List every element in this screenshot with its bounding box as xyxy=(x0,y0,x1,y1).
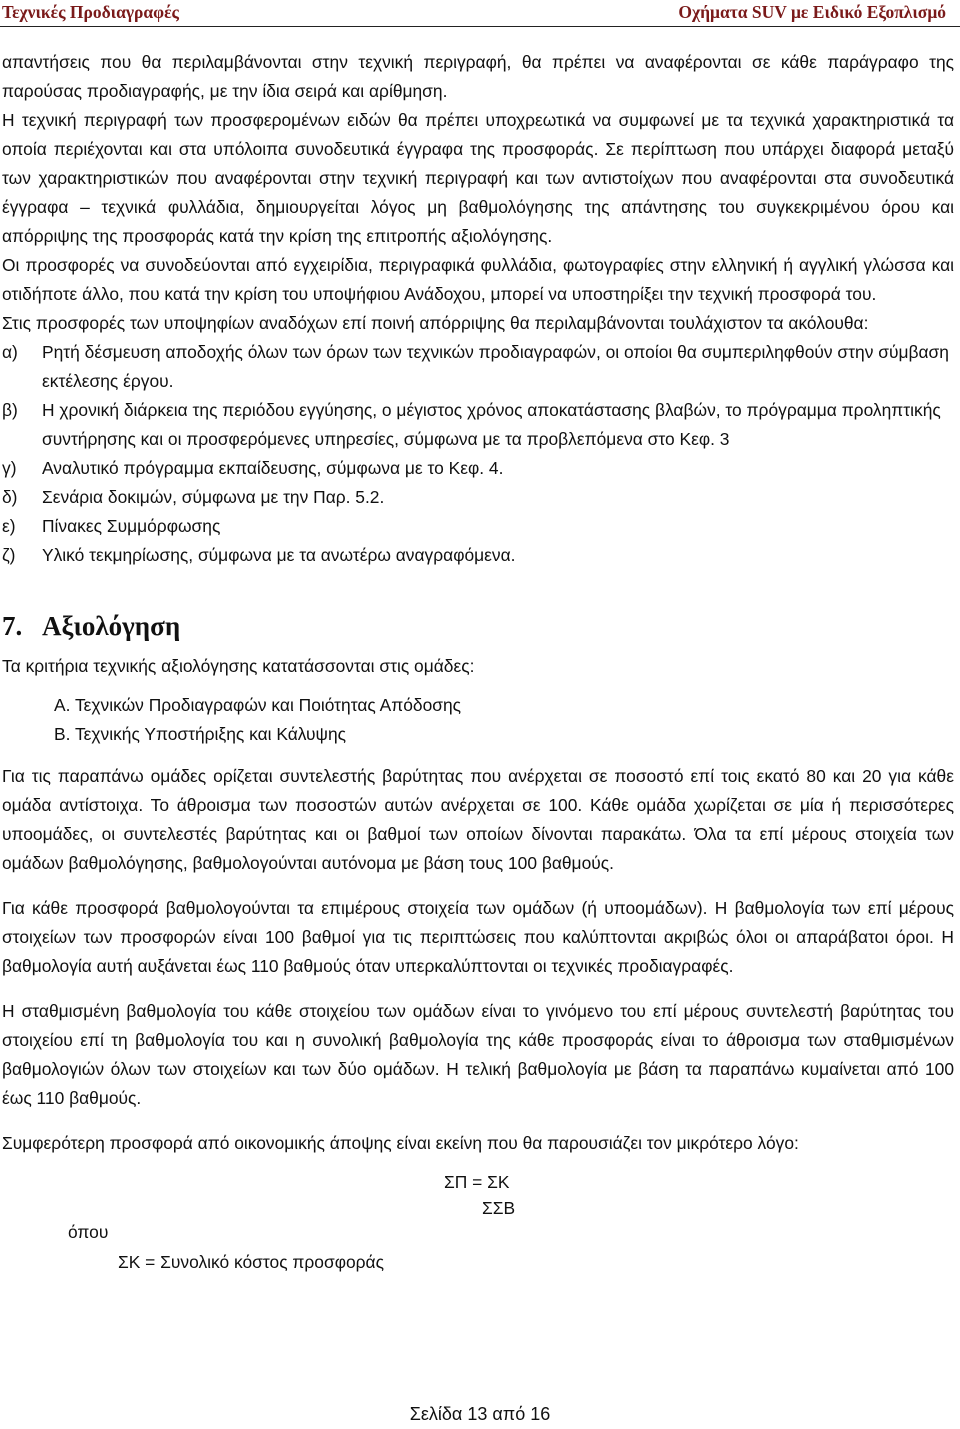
section-heading xyxy=(2,606,954,646)
paragraph-weight-coefficients: Για τις παραπάνω ομάδες ορίζεται συντελεστής βαρύτητας που ανέρχεται σε ποσοστό επί τοις εκατό 80 και 20 για κάθε ομάδα αντίστοιχα. Το άθροισμα των ποσοστών αυτών ανέρχεται σε 100. Κάθε ομάδα χωρίζεται σε μία ή περισσότερες υποομάδες, οι συντελεστές βαρύτητας και οι βαθμοί των οποίων δίνονται παρακάτω. Όλα τα επί μέρους στοιχεία των ομάδων βαθμολόγησης, βαθμολογούνται αυτόνομα με βάση τους 100 βαθμούς. xyxy=(2,766,954,873)
list-item-label: β) xyxy=(2,400,18,420)
formula-definition: ΣΚ = Συνολικό κόστος προσφοράς xyxy=(118,1252,384,1272)
list-item xyxy=(2,541,954,570)
formula-denominator: ΣΣΒ xyxy=(482,1198,516,1218)
section-title: Αξιολόγηση xyxy=(42,611,181,641)
list-item-text: Σενάρια δοκιμών, σύμφωνα με την Παρ. 5.2. xyxy=(42,487,385,507)
header-document-title: Τεχνικές Προδιαγραφές xyxy=(2,2,179,22)
evaluation-groups xyxy=(2,691,954,749)
list-item xyxy=(2,483,954,512)
paragraph-mandatory-contents: Στις προσφορές των υποψηφίων αναδόχων επί ποινή απόρριψης θα περιλαμβάνονται τουλάχιστον τα ακόλουθα: xyxy=(2,313,869,333)
list-item-label: γ) xyxy=(2,458,17,478)
paragraph-responses-order: απαντήσεις που θα περιλαμβάνονται στην τεχνική περιγραφή, θα πρέπει να αναφέρονται σε κάθε παράγραφο της παρούσας προδιαγραφής, με την ίδια σειρά και αρίθμηση. xyxy=(2,52,954,101)
requirements-list xyxy=(2,338,954,570)
page-body xyxy=(2,48,954,1272)
paragraph-best-offer: Συμφερότερη προσφορά από οικονομικής άποψης είναι εκείνη που θα παρουσιάζει τον μικρότερο λόγο: xyxy=(2,1133,799,1153)
page-header xyxy=(0,0,960,27)
formula-numerator: ΣΠ = ΣΚ xyxy=(444,1172,510,1192)
header-subject: Οχήματα SUV με Ειδικό Εξοπλισμό xyxy=(678,2,946,22)
page-number: Σελίδα 13 από 16 xyxy=(409,1404,551,1424)
cost-ratio-formula xyxy=(2,1168,954,1272)
list-item-text: Ρητή δέσμευση αποδοχής όλων των όρων των τεχνικών προδιαγραφών, οι οποίοι θα συμπεριληφθούν στην σύμβαση εκτέλεσης έργου. xyxy=(42,342,949,391)
paragraph-technical-description: Η τεχνική περιγραφή των προσφερομένων ειδών θα πρέπει υποχρεωτικά να συμφωνεί με τα τεχνικά χαρακτηριστικά τα οποία περιέχονται και στα υπόλοιπα συνοδευτικά έγγραφα της προσφοράς. Σε περίπτωση που υπάρχει διαφορά μεταξύ των χαρακτηριστικών που αναφέρονται στην τεχνική περιγραφή και των αντιστοίχων που αναφέρονται στα συνοδευτικά έγγραφα – τεχνικά φυλλάδια, δημιουργείται λόγος μη βαθμολόγησης της απάντησης του συγκεκριμένου όρου και απόρριψης της προσφοράς κατά την κρίση της επιτροπής αξιολόγησης. xyxy=(2,110,954,246)
paragraph-scoring: Για κάθε προσφορά βαθμολογούνται τα επιμέρους στοιχεία των ομάδων (ή υποομάδων). Η βαθμολογία των επί μέρους στοιχείων των προσφορών είναι 100 βαθμοί για τις περιπτώσεις που καλύπτονται ακριβώς όλοι οι απαράβατοι όροι. Η βαθμολογία αυτή αυξάνεται έως 110 βαθμούς όταν υπερκαλύπτονται οι τεχνικές προδιαγραφές. xyxy=(2,898,954,976)
list-item xyxy=(2,512,954,541)
list-item-label: ζ) xyxy=(2,545,16,565)
list-item xyxy=(2,396,954,454)
paragraph-supporting-documents: Οι προσφορές να συνοδεύονται από εγχειρίδια, περιγραφικά φυλλάδια, φωτογραφίες στην ελληνική ή αγγλική γλώσσα και οτιδήποτε άλλο, που κατά την κρίση του υποψήφιου Ανάδοχου, μπορεί να υποστηρίξει την τεχνική προσφορά του. xyxy=(2,255,954,304)
list-item-label: δ) xyxy=(2,487,18,507)
list-item-text: Πίνακες Συμμόρφωσης xyxy=(42,516,221,536)
list-item-text: Αναλυτικό πρόγραμμα εκπαίδευσης, σύμφωνα με το Κεφ. 4. xyxy=(42,458,504,478)
evaluation-group-a: Α. Τεχνικών Προδιαγραφών και Ποιότητας Απόδοσης xyxy=(54,695,462,715)
list-item xyxy=(2,454,954,483)
evaluation-group-b: Β. Τεχνικής Υποστήριξης και Κάλυψης xyxy=(54,724,347,744)
list-item-label: α) xyxy=(2,342,18,362)
formula-where: όπου xyxy=(68,1222,109,1242)
paragraph-weighted-score: Η σταθμισμένη βαθμολογία του κάθε στοιχείου των ομάδων είναι το γινόμενο του επί μέρους συντελεστή βαρύτητας του στοιχείου επί τη βαθμολογία του και η συνολική βαθμολογία της κάθε προσφοράς είναι το άθροισμα των σταθμισμένων βαθμολογιών όλων των στοιχείων και των δύο ομάδων. Η τελική βαθμολογία με βάση τα παραπάνω κυμαίνεται από 100 έως 110 βαθμούς. xyxy=(2,1001,954,1108)
list-item xyxy=(2,338,954,396)
evaluation-intro: Τα κριτήρια τεχνικής αξιολόγησης κατατάσσονται στις ομάδες: xyxy=(2,656,475,676)
list-item-label: ε) xyxy=(2,516,16,536)
list-item-text: Υλικό τεκμηρίωσης, σύμφωνα με τα ανωτέρω αναγραφόμενα. xyxy=(42,545,516,565)
section-number: 7. xyxy=(2,611,23,641)
list-item-text: Η χρονική διάρκεια της περιόδου εγγύησης, ο μέγιστος χρόνος αποκατάστασης βλαβών, το πρόγραμμα προληπτικής συντήρησης και οι προσφερόμενες υπηρεσίες, σύμφωνα με τα προβλεπόμενα στο Κεφ. 3 xyxy=(42,400,941,449)
